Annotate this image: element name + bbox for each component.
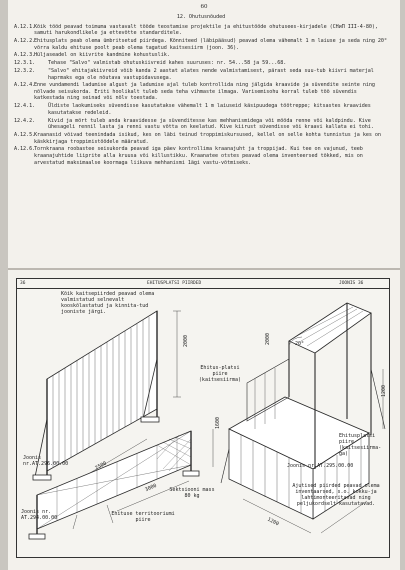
section-mass-label: Sektsiooni mass 80 kg — [169, 487, 215, 499]
paragraph-number: A.12.4. — [14, 82, 36, 89]
paragraph-text: Kõik tööd peavad toimuma vastavalt tööde teostamise projektile ja ehitustööde ohutusees-kirjadele (СНиП III-4-80), samuti harukondlikele ja ettevõtte standarditele. — [34, 23, 378, 37]
paragraph — [14, 24, 388, 37]
paragraph-number: A.12.3. — [14, 52, 36, 59]
paragraph-number: A.12.5. — [14, 132, 36, 138]
joonis-left-bottom: Joonis nr. AT.294.00.00 — [21, 509, 58, 521]
paragraph-list — [14, 24, 388, 167]
dim-1200-a: 1200 — [381, 384, 387, 397]
paragraph-text: Tehase "Salvo" valmistab ohutuskiivreid kahes suuruses: nr. 54...58 ja 59...68. — [48, 60, 287, 67]
paragraph-text: Kraanasid võivad teenindada isikud, kes on läbi teinud troppimiskursused, kellel on selle kohta tunnistus ja kes on käskkirjaga troppimistöödele määratud. — [34, 132, 381, 145]
dim-2000-b: 2000 — [265, 332, 271, 345]
paragraph-number: 12.3.2. — [14, 67, 36, 74]
paragraph-number: A.12.1. — [14, 23, 36, 30]
paragraph — [14, 52, 388, 59]
paragraph-text: Enne vundamendi ladumise algust ja ladumise ajal tuleb kontrollida ning jälgida kraavide ja süvendite seinte ning nõlvade seisukorda. Eriti hoolikalt tuleb seda teha vihmaste ilmaga. Varisemisohu korral tuleb töö süvendis katkestada ning seinad või nõlv toestada. — [34, 82, 375, 102]
dim-2000-a: 2000 — [183, 334, 189, 347]
paragraph — [14, 38, 388, 51]
drawing-title: EHITUSPLATSI PIIRDED — [147, 281, 202, 286]
joonis-right: Joonis nr.AT.295.00.00 — [287, 463, 354, 469]
joonis-left-top: Joonis nr.AT.296.00.00 — [23, 455, 69, 467]
paragraph-number: 12.4.2. — [14, 117, 36, 124]
paragraph — [14, 60, 388, 67]
drawing-left-code: 36 — [20, 281, 26, 286]
section-heading: 12. Ohutusnõuded — [176, 14, 226, 20]
paragraph — [14, 118, 388, 131]
paragraph-text: "Salvo" ehitajakiivreid võib kanda 2 aastat alates nende valmistamisest, pärast seda suu-tub kiivri materjal haprmaks ega ole nõutava vastupidavusega. — [48, 67, 374, 81]
guard-panel-label: Ehitus-platsi piire (kaitsesiirma) — [198, 365, 242, 383]
paragraph-text: Tornkraana roobastee seisukorda peavad iga päev kontrollima kraanajuht ja troppijad. Kui tee on vajunud, teeb kraanajuhtide liiprite alla kruusa või killustikku. Kraanatee otstes peavad olema inventeersed tõkked, mis on arvestatud maksimaalse koormaga liikuva mehhanismi 1ägi vastu-võtmiseks. — [34, 146, 363, 166]
typed-text-block — [14, 14, 388, 167]
page-number: 60 — [200, 4, 208, 10]
paragraph-text: Üldiste laokumiseks süvendisse kasutatakse vähemalt 1 m laiuseid käsipuudega töötreppe; kitsastes kraavides kasutatakse redeleid. — [48, 103, 371, 116]
paragraph-number: 12.4.1. — [14, 103, 36, 110]
paragraph-text: Kivid ja mört tuleb anda kraavidesse ja süvenditesse kas mehhanismidega või mööda renne või kaldpindu. Kive ühesageli rennil lasta ja renni vastu võtta on keelatud. Kive kiirust süvendisse või kraavi kallata ei tohi. — [48, 117, 374, 131]
paragraph — [14, 146, 388, 166]
footnote-label: Ajutised piirded peavad olema inventaarsed, s.o. kokku-ja lahtimonteeritavad ning peljukordselt kasutatavad. — [292, 483, 380, 507]
paragraph — [14, 132, 388, 145]
paragraph-text: Hüljaseadel on kiivrite kandmine kohustuslik. — [34, 52, 170, 59]
dim-1200-b: 1200 — [266, 516, 280, 528]
drawing-right-code: JOONIS 36 — [339, 281, 364, 286]
paragraph-number: A.12.2. — [14, 37, 36, 44]
page-gutter — [8, 268, 400, 270]
canopy-fence-label: Ehitusplatsi piire (kaitsesiirma-ga) — [339, 433, 382, 457]
paragraph — [14, 68, 388, 81]
paragraph-text: Ehitusplats peab olema ümbritsetud piirdega. Kõnniteed (läbipääsud) peavad olema vähemalt 1 m laiuse ja seda ning 20° võrra kaldu ehituse poolt peab olema tagatud kaitsesiirm (joon. 36). — [34, 37, 387, 51]
territory-fence-label: Ehituse territooriumi piire — [111, 511, 175, 523]
dim-2500: 2500 — [94, 460, 108, 472]
paragraph-number: A.12.6. — [14, 146, 36, 153]
note-fence-label: Kõik kaitsepiirded peavad olema valmistatud selnevalt kooskõlastatud ja kinnita-tud jooniste järgi. — [61, 291, 155, 315]
paragraph — [14, 82, 388, 102]
dim-angle: 20° — [295, 341, 305, 347]
paragraph-number: 12.3.1. — [14, 60, 36, 67]
dim-1600: 1600 — [215, 416, 221, 429]
technical-drawing-sheet — [16, 278, 390, 558]
dim-3000: 3000 — [144, 482, 158, 494]
paragraph — [14, 103, 388, 116]
